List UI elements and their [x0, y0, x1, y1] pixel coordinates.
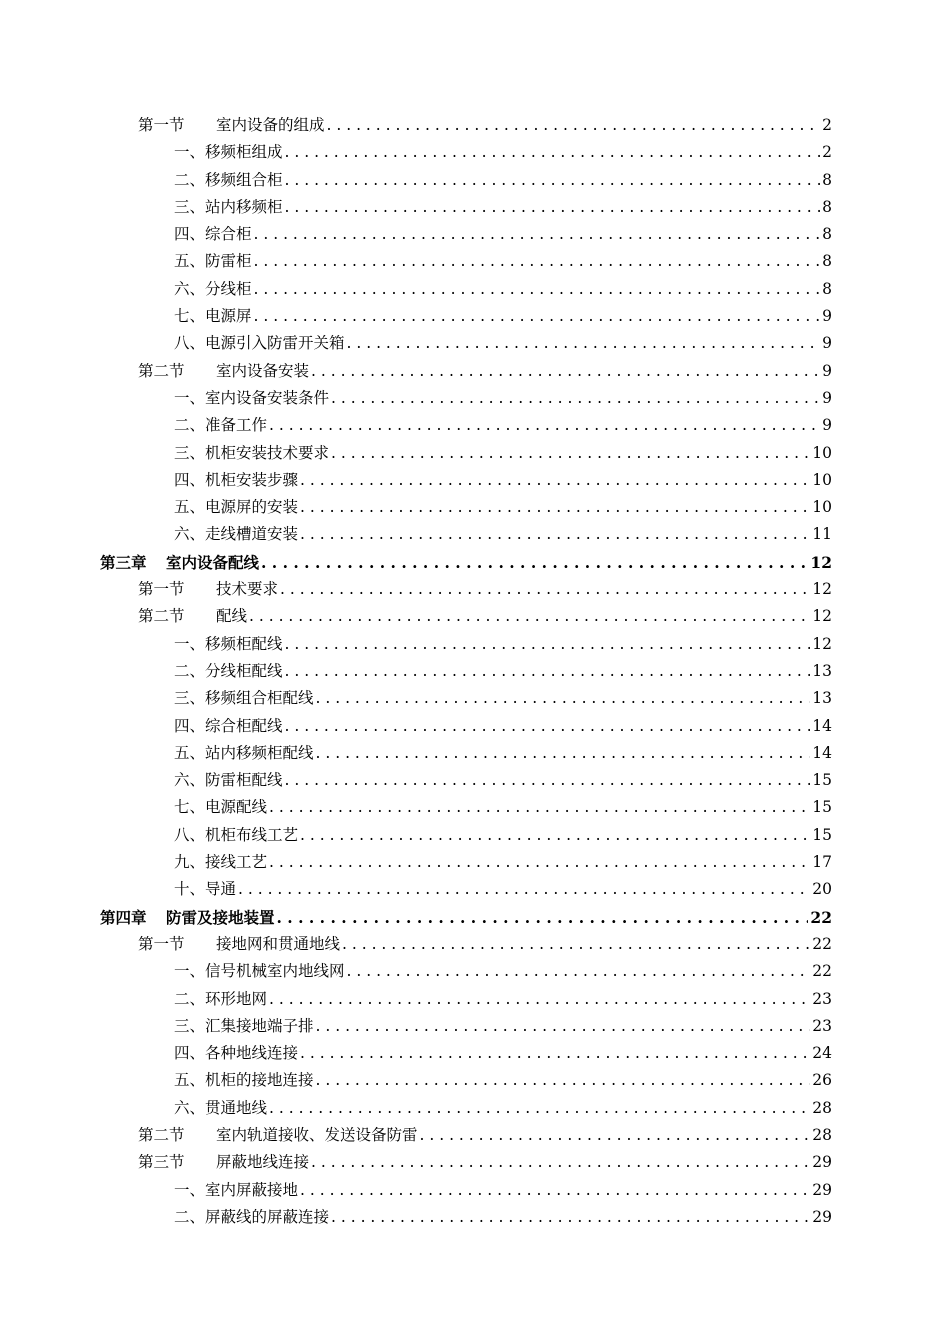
- toc-entry-title: 技术要求: [216, 580, 279, 599]
- toc-entry-title: 二、屏蔽线的屏蔽连接: [174, 1207, 330, 1226]
- toc-subsection-entry[interactable]: [100, 794, 832, 821]
- toc-entry-title: 二、环形地网: [174, 989, 268, 1008]
- toc-subsection-entry[interactable]: [100, 1067, 832, 1094]
- toc-dot-leader: [347, 958, 811, 985]
- toc-dot-leader: [300, 467, 810, 494]
- toc-dot-leader: [249, 603, 810, 630]
- toc-page-number: 28: [812, 1125, 832, 1144]
- toc-subsection-entry[interactable]: [100, 440, 832, 467]
- toc-dot-leader: [285, 194, 820, 221]
- toc-page-number: 15: [812, 771, 832, 790]
- toc-dot-leader: [316, 1013, 811, 1040]
- toc-entry-number: 第一节: [138, 934, 185, 953]
- toc-entry-title: 室内设备配线: [166, 552, 260, 572]
- toc-dot-leader: [327, 112, 820, 139]
- toc-dot-leader: [311, 358, 820, 385]
- toc-page-number: 8: [822, 225, 832, 244]
- toc-entry-title: 二、准备工作: [174, 416, 268, 435]
- toc-page-number: 13: [812, 689, 832, 708]
- toc-entry-title: 十、导通: [174, 880, 237, 899]
- toc-page-number: 20: [812, 880, 832, 899]
- toc-chapter-entry[interactable]: [100, 904, 832, 931]
- toc-dot-leader: [254, 221, 820, 248]
- toc-entry-title: 六、分线柜: [174, 279, 252, 298]
- toc-page-number: 2: [822, 143, 832, 162]
- toc-page-number: 29: [812, 1180, 832, 1199]
- toc-entry-title: 接地网和贯通地线: [216, 934, 341, 953]
- toc-dot-leader: [269, 794, 810, 821]
- toc-dot-leader: [261, 549, 808, 576]
- toc-entry-title: 五、电源屏的安装: [174, 498, 299, 517]
- toc-page-number: 22: [812, 962, 832, 981]
- toc-page-number: 23: [812, 989, 832, 1008]
- toc-subsection-entry[interactable]: [100, 631, 832, 658]
- toc-dot-leader: [331, 440, 810, 467]
- toc-entry-title: 三、机柜安装技术要求: [174, 443, 330, 462]
- toc-entry-title: 六、贯通地线: [174, 1098, 268, 1117]
- toc-subsection-entry[interactable]: [100, 467, 832, 494]
- toc-entry-title: 一、移频柜配线: [174, 634, 283, 653]
- toc-subsection-entry[interactable]: [100, 1204, 832, 1231]
- toc-dot-leader: [311, 1149, 810, 1176]
- toc-entry-title: 七、电源屏: [174, 307, 252, 326]
- toc-page-number: 28: [812, 1098, 832, 1117]
- toc-page-number: 15: [812, 825, 832, 844]
- toc-subsection-entry[interactable]: [100, 303, 832, 330]
- toc-page-number: 10: [812, 498, 832, 517]
- toc-page-number: 13: [812, 661, 832, 680]
- toc-entry-title: 一、信号机械室内地线网: [174, 962, 345, 981]
- toc-subsection-entry[interactable]: [100, 248, 832, 275]
- toc-entry-number: 第一节: [138, 116, 185, 134]
- toc-subsection-entry[interactable]: [100, 276, 832, 303]
- toc-subsection-entry[interactable]: [100, 139, 832, 166]
- toc-dot-leader: [285, 658, 811, 685]
- toc-subsection-entry[interactable]: [100, 685, 832, 712]
- toc-dot-leader: [254, 248, 820, 275]
- toc-entry-title: 四、综合柜: [174, 225, 252, 244]
- toc-page-number: 9: [822, 416, 832, 435]
- toc-entry-title: 屏蔽地线连接: [216, 1153, 310, 1172]
- toc-dot-leader: [300, 521, 810, 548]
- toc-page-number: 26: [812, 1071, 832, 1090]
- toc-subsection-entry[interactable]: [100, 1177, 832, 1204]
- toc-entry-title: 九、接线工艺: [174, 853, 268, 872]
- toc-subsection-entry[interactable]: [100, 876, 832, 903]
- toc-page-number: 23: [812, 1016, 832, 1035]
- toc-page-number: 9: [822, 307, 832, 326]
- toc-dot-leader: [269, 986, 810, 1013]
- toc-entry-number: 第二节: [138, 607, 185, 626]
- toc-subsection-entry[interactable]: [100, 330, 832, 357]
- toc-page-number: 12: [812, 580, 832, 599]
- toc-subsection-entry[interactable]: [100, 1013, 832, 1040]
- toc-dot-leader: [300, 1040, 810, 1067]
- toc-page-number: 15: [812, 798, 832, 817]
- toc-dot-leader: [420, 1122, 811, 1149]
- toc-dot-leader: [280, 576, 810, 603]
- toc-subsection-entry[interactable]: [100, 521, 832, 548]
- toc-page-number: 9: [822, 334, 832, 353]
- toc-subsection-entry[interactable]: [100, 221, 832, 248]
- toc-subsection-entry[interactable]: [100, 385, 832, 412]
- toc-page-number: 8: [822, 279, 832, 298]
- toc-entry-title: 防雷及接地装置: [166, 907, 275, 927]
- toc-dot-leader: [285, 167, 820, 194]
- toc-entry-title: 配线: [216, 607, 248, 626]
- toc-subsection-entry[interactable]: [100, 822, 832, 849]
- table-of-contents: [100, 112, 832, 1231]
- toc-dot-leader: [347, 330, 820, 357]
- toc-entry-title: 三、汇集接地端子排: [174, 1016, 314, 1035]
- toc-entry-title: 八、电源引入防雷开关箱: [174, 334, 345, 353]
- toc-page-number: 10: [812, 443, 832, 462]
- toc-page-number: 22: [812, 934, 832, 953]
- toc-entry-title: 室内设备安装: [216, 361, 310, 380]
- toc-entry-title: 五、站内移频柜配线: [174, 743, 314, 762]
- toc-entry-number: 第三节: [138, 1153, 185, 1172]
- toc-section-entry[interactable]: [100, 358, 832, 385]
- toc-section-entry[interactable]: [100, 1122, 832, 1149]
- toc-subsection-entry[interactable]: [100, 986, 832, 1013]
- toc-page-number: 22: [810, 907, 832, 927]
- toc-dot-leader: [238, 876, 810, 903]
- toc-section-entry[interactable]: [100, 112, 832, 139]
- toc-page-number: 11: [812, 525, 832, 544]
- toc-subsection-entry[interactable]: [100, 658, 832, 685]
- toc-subsection-entry[interactable]: [100, 194, 832, 221]
- toc-page-number: 8: [822, 170, 832, 189]
- toc-dot-leader: [300, 822, 810, 849]
- toc-entry-title: 七、电源配线: [174, 798, 268, 817]
- toc-section-entry[interactable]: [100, 931, 832, 958]
- toc-entry-title: 一、移频柜组成: [174, 143, 283, 162]
- toc-dot-leader: [285, 713, 811, 740]
- toc-dot-leader: [285, 631, 811, 658]
- toc-dot-leader: [254, 303, 820, 330]
- toc-entry-title: 六、走线槽道安装: [174, 525, 299, 544]
- toc-dot-leader: [269, 849, 810, 876]
- toc-entry-number: 第四章: [100, 907, 147, 927]
- toc-dot-leader: [331, 385, 820, 412]
- toc-section-entry[interactable]: [100, 1149, 832, 1176]
- toc-page-number: 29: [812, 1153, 832, 1172]
- toc-dot-leader: [300, 1177, 810, 1204]
- toc-subsection-entry[interactable]: [100, 767, 832, 794]
- toc-entry-title: 六、防雷柜配线: [174, 771, 283, 790]
- toc-dot-leader: [285, 767, 811, 794]
- toc-entry-title: 三、站内移频柜: [174, 197, 283, 216]
- toc-entry-title: 室内设备的组成: [216, 116, 325, 134]
- toc-dot-leader: [331, 1204, 810, 1231]
- toc-page-number: 12: [812, 634, 832, 653]
- toc-subsection-entry[interactable]: [100, 740, 832, 767]
- toc-dot-leader: [277, 904, 809, 931]
- toc-section-entry[interactable]: [100, 576, 832, 603]
- toc-entry-title: 二、移频组合柜: [174, 170, 283, 189]
- toc-entry-title: 八、机柜布线工艺: [174, 825, 299, 844]
- toc-page-number: 2: [822, 116, 832, 134]
- toc-dot-leader: [300, 494, 810, 521]
- toc-dot-leader: [269, 412, 820, 439]
- toc-entry-title: 一、室内设备安装条件: [174, 388, 330, 407]
- toc-page-number: 24: [812, 1044, 832, 1063]
- toc-entry-title: 五、机柜的接地连接: [174, 1071, 314, 1090]
- toc-page-number: 14: [812, 743, 832, 762]
- toc-subsection-entry[interactable]: [100, 713, 832, 740]
- toc-page-number: 29: [812, 1207, 832, 1226]
- toc-page-number: 12: [812, 607, 832, 626]
- toc-subsection-entry[interactable]: [100, 494, 832, 521]
- toc-entry-title: 二、分线柜配线: [174, 661, 283, 680]
- toc-entry-title: 四、综合柜配线: [174, 716, 283, 735]
- toc-dot-leader: [316, 740, 811, 767]
- toc-entry-number: 第三章: [100, 552, 147, 572]
- toc-page-number: 9: [822, 361, 832, 380]
- toc-subsection-entry[interactable]: [100, 167, 832, 194]
- toc-dot-leader: [269, 1095, 810, 1122]
- toc-chapter-entry[interactable]: [100, 549, 832, 576]
- toc-page-number: 17: [812, 853, 832, 872]
- toc-dot-leader: [316, 685, 811, 712]
- toc-dot-leader: [254, 276, 820, 303]
- toc-page-number: 9: [822, 388, 832, 407]
- toc-page-number: 8: [822, 252, 832, 271]
- toc-section-entry[interactable]: [100, 603, 832, 630]
- toc-subsection-entry[interactable]: [100, 958, 832, 985]
- toc-entry-title: 室内轨道接收、发送设备防雷: [216, 1125, 418, 1144]
- toc-subsection-entry[interactable]: [100, 1040, 832, 1067]
- toc-dot-leader: [316, 1067, 811, 1094]
- toc-entry-number: 第一节: [138, 580, 185, 599]
- toc-entry-title: 三、移频组合柜配线: [174, 689, 314, 708]
- toc-entry-title: 四、各种地线连接: [174, 1044, 299, 1063]
- toc-entry-title: 一、室内屏蔽接地: [174, 1180, 299, 1199]
- toc-page-number: 10: [812, 470, 832, 489]
- toc-entry-number: 第二节: [138, 361, 185, 380]
- toc-entry-title: 五、防雷柜: [174, 252, 252, 271]
- toc-subsection-entry[interactable]: [100, 849, 832, 876]
- toc-page-number: 12: [810, 552, 832, 572]
- toc-page-number: 8: [822, 197, 832, 216]
- toc-dot-leader: [285, 139, 820, 166]
- toc-dot-leader: [342, 931, 810, 958]
- toc-subsection-entry[interactable]: [100, 1095, 832, 1122]
- toc-subsection-entry[interactable]: [100, 412, 832, 439]
- toc-entry-number: 第二节: [138, 1125, 185, 1144]
- toc-page-number: 14: [812, 716, 832, 735]
- toc-entry-title: 四、机柜安装步骤: [174, 470, 299, 489]
